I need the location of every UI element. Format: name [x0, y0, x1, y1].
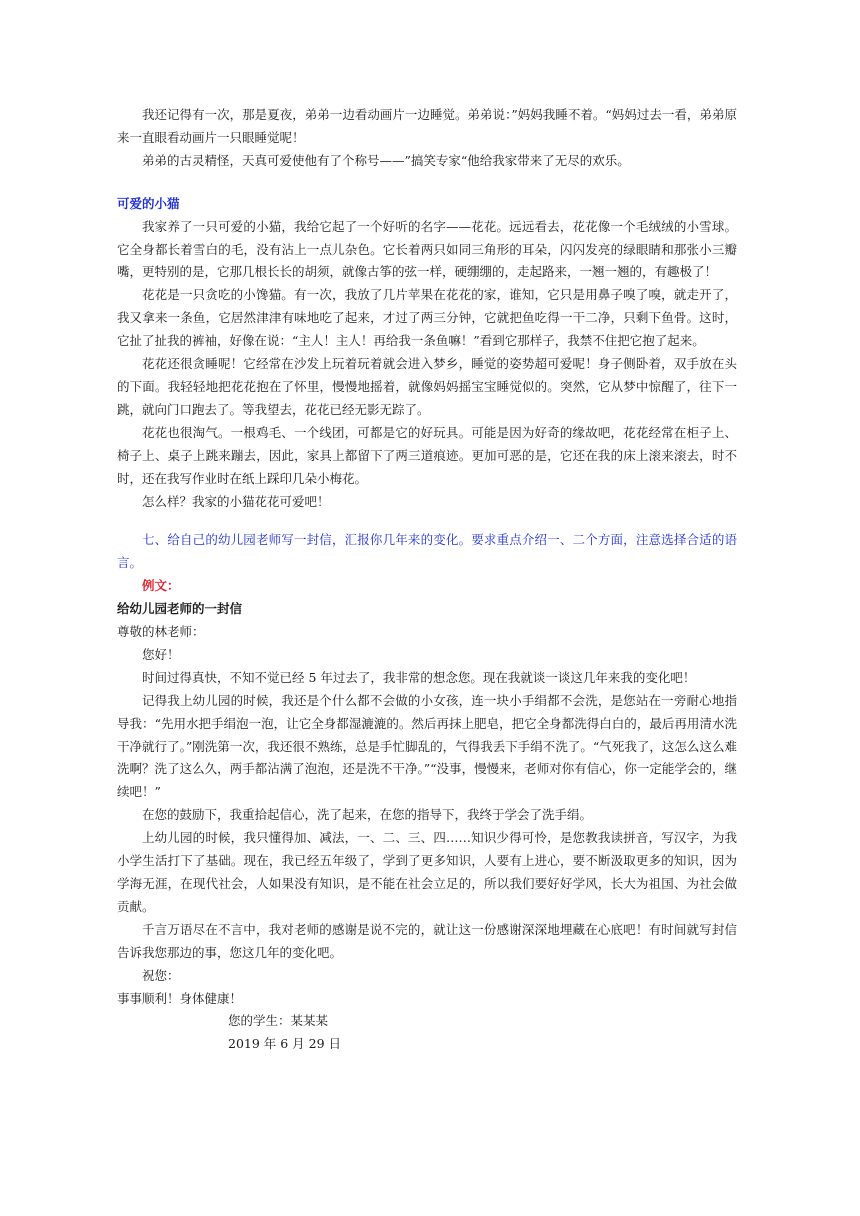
letter-greeting: 您好！	[142, 646, 180, 662]
letter-wish: 事事顺利！身体健康！	[117, 990, 243, 1006]
cat-paragraph: 花花也很淘气。一根鸡毛、一个线团，可都是它的好玩具。可能是因为好奇的缘故吧，花花经常在柜子上、椅子上、桌子上跳来蹦去，因此，家具上都留下了两三道痕迹。更加可恶的是，它还在我的床上滚来滚去，时不时，还在我写作业时在纸上踩印几朵小梅花。	[117, 424, 737, 486]
document-body	[117, 104, 737, 1056]
cat-paragraph: 花花是一只贪吃的小馋猫。有一次，我放了几片苹果在花花的家，谁知，它只是用鼻子嗅了嗅，就走开了，我又拿来一条鱼，它居然津津有味地吃了起来，才过了两三分钟，它就把鱼吃得一干二净，只剩下鱼骨。这时，它扯了扯我的裤袖，好像在说：“主人！主人！再给我一条鱼嘛！”看到它那样子，我禁不住把它抱了起来。	[117, 287, 737, 349]
story-paragraph: 弟弟的古灵精怪，天真可爱使他有了个称号——”搞笑专家“他给我家带来了无尽的欢乐。	[142, 152, 630, 168]
letter-signature: 您的学生：某某某	[228, 1013, 329, 1029]
letter-paragraph: 在您的鼓励下，我重拾起信心，洗了起来，在您的指导下，我终于学会了洗手绢。	[142, 807, 593, 823]
letter-paragraph: 上幼儿园的时候，我只懂得加、减法，一、二、三、四……知识少得可怜，是您教我读拼音，写汉字，为我小学生活打下了基础。现在，我已经五年级了，学到了更多知识，人要有上进心，要不断汲取更多的知识，因为学海无涯，在现代社会，人如果没有知识，是不能在社会立足的，所以我们要好好学风，长大为祖国、为社会做贡献。	[117, 830, 737, 914]
story-paragraph: 我还记得有一次，那是夏夜，弟弟一边看动画片一边睡觉。弟弟说：”妈妈我睡不着。“妈妈过去一看，弟弟原来一直眼看动画片一只眼睡觉呢！	[117, 107, 737, 145]
cat-paragraph: 花花还很贪睡呢！它经常在沙发上玩着玩着就会进入梦乡，睡觉的姿势超可爱呢！身子侧卧着，双手放在头的下面。我轻轻地把花花抱在了怀里，慢慢地摇着，就像妈妈摇宝宝睡觉似的。突然，它从梦中惊醒了，往下一跳，就向门口跑去了。等我望去，花花已经无影无踪了。	[117, 356, 737, 417]
example-label: 例文：	[142, 578, 180, 594]
letter-paragraph: 千言万语尽在不言中，我对老师的感谢是说不完的，就让这一份感谢深深地埋藏在心底吧！有时间就写封信告诉我您那边的事，您这几年的变化吧。	[117, 921, 737, 960]
task-prompt: 七、给自己的幼儿园老师写一封信，汇报你几年来的变化。要求重点介绍一、二个方面，注意选择合适的语言。	[117, 532, 737, 571]
letter-date: 2019 年 6 月 29 日	[228, 1036, 342, 1052]
letter-paragraph: 时间过得真快，不知不觉已经 5 年过去了，我非常的想念您。现在我就谈一谈这几年来我的变化吧！	[142, 669, 696, 685]
cat-paragraph: 怎么样？我家的小猫花花可爱吧！	[142, 493, 330, 509]
cat-paragraph: 我家养了一只可爱的小猫，我给它起了一个好听的名字——花花。远远看去，花花像一个毛绒绒的小雪球。它全身都长着雪白的毛，没有沾上一点儿杂色。它长着两只如同三角形的耳朵，闪闪发亮的绿眼睛和那张小三瓣嘴，更特别的是，它那几根长长的胡须，就像古筝的弦一样，硬绷绷的，走起路来，一翘一翘的，有趣极了！	[117, 218, 737, 280]
letter-title: 给幼儿园老师的一封信	[117, 601, 243, 617]
letter-closing: 祝您：	[142, 967, 180, 983]
letter-salutation: 尊敬的林老师：	[117, 624, 205, 640]
section-heading-cat: 可爱的小猫	[117, 195, 180, 211]
letter-paragraph: 记得我上幼儿园的时候，我还是个什么都不会做的小女孩，连一块小手绢都不会洗，是您站在一旁耐心地指导我：“先用水把手绢泡一泡，让它全身都湿漉漉的。然后再抹上肥皂，把它全身都洗得白白的，最后再用清水洗干净就行了。”刚洗第一次，我还很不熟练，总是手忙脚乱的，气得我丢下手绢不洗了。“气死我了，这怎么这么难洗啊？洗了这么久，两手都沾满了泡泡，还是洗不干净。”“没事，慢慢来，老师对你有信心，你一定能学会的，继续吧！”	[117, 692, 737, 800]
